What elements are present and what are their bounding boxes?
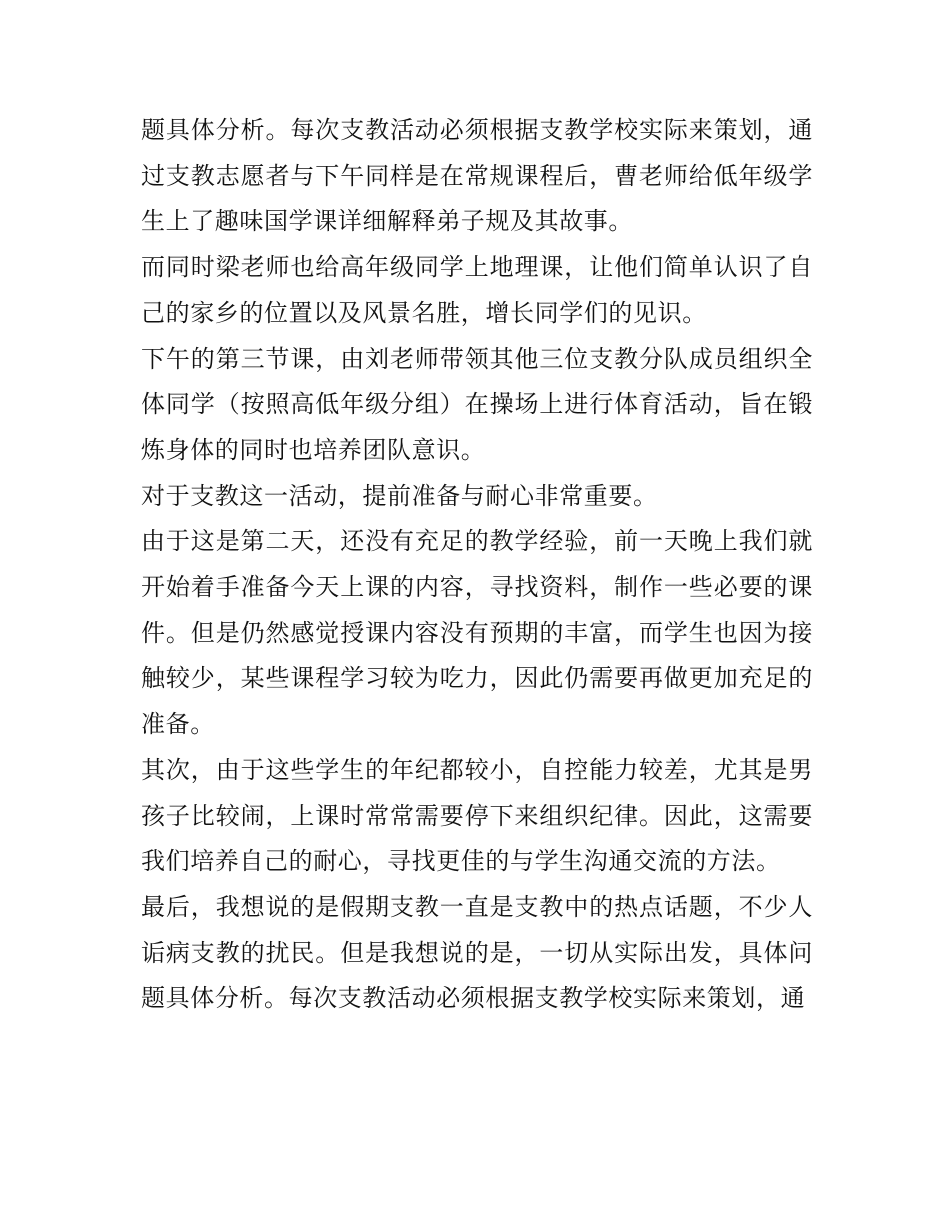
paragraph-7: 最后，我想说的是假期支教一直是支教中的热点话题，不少人诟病支教的扰民。但是我想说的是，一切从实际出发，具体问题具体分析。每次支教活动必须根据支教学校实际来策划，通: [141, 892, 813, 1013]
paragraph-1: 题具体分析。每次支教活动必须根据支教学校实际来策划，通过支教志愿者与下午同样是在常规课程后，曹老师给低年级学生上了趣味国学课详细解释弟子规及其故事。: [141, 116, 813, 236]
paragraph-4: 对于支教这一活动，提前准备与耐心非常重要。: [141, 481, 658, 510]
paragraph-3: 下午的第三节课，由刘老师带领其他三位支教分队成员组织全体同学（按照高低年级分组）在操场上进行体育活动，旨在锻炼身体的同时也培养团队意识。: [141, 344, 813, 464]
paragraph-5: 由于这是第二天，还没有充足的教学经验，前一天晚上我们就开始着手准备今天上课的内容，寻找资料，制作一些必要的课件。但是仍然感觉授课内容没有预期的丰富，而学生也因为接触较少，某些课程学习较为吃力，因此仍需要再做更加充足的准备。: [141, 527, 813, 739]
paragraph-2: 而同时梁老师也给高年级同学上地理课，让他们简单认识了自己的家乡的位置以及风景名胜，增长同学们的见识。: [141, 253, 813, 327]
body-text: [141, 108, 813, 1022]
paragraph-6: 其次，由于这些学生的年纪都较小，自控能力较差，尤其是男孩子比较闹，上课时常常需要停下来组织纪律。因此，这需要我们培养自己的耐心，寻找更佳的与学生沟通交流的方法。: [141, 755, 813, 876]
